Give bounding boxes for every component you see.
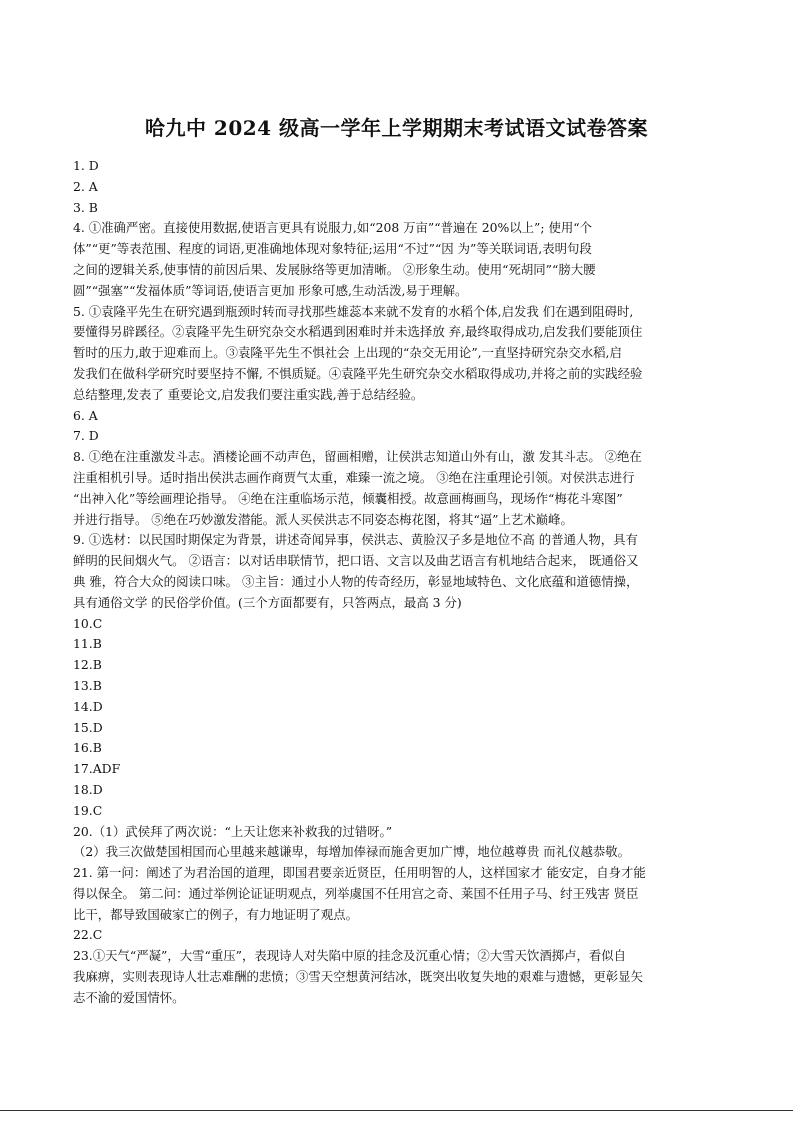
answer-line: 23.①天气“严凝”，大雪“重压”，表现诗人对失陷中原的挂念及沉重心情；②大雪天饮酒掷卢，看似自 (73, 948, 627, 964)
answer-line: 6. A (73, 407, 98, 423)
answer-line: 并进行指导。 ⑤绝在巧妙激发潜能。派人买侯洪志不同姿态梅花图，将其“逼”上艺术巅峰。 (73, 511, 573, 527)
answer-line: 14.D (73, 698, 103, 714)
page-bottom-rule (0, 1110, 793, 1111)
answer-line: 我麻痹，实则表现诗人壮志难酬的悲愤；③雪天空想黄河结冰，既突出收复失地的艰难与遗憾，更彰显矢 (73, 969, 643, 985)
answer-line: 5. ①袁隆平先生在研究遇到瓶颈时转而寻找那些雄蕊本来就不发育的水稻个体,启发我 们在遇到阻碍时, (73, 303, 634, 319)
answer-line: 10.C (73, 615, 103, 631)
answer-line: 总结整理,发表了 重要论文,启发我们要注重实践,善于总结经验。 (73, 386, 424, 402)
answer-line: 13.B (73, 677, 102, 693)
answer-line: 暂时的压力,敢于迎难而上。③袁隆平先生不惧社会 上出现的“杂交无用论”,一直坚持研究杂交水稻,启 (73, 345, 622, 361)
answer-line: 7. D (73, 428, 99, 444)
answer-line: “出神入化”等绘画理论指导。 ④绝在注重临场示范，倾囊相授。故意画梅画鸟，现场作“梅花斗寒图” (73, 490, 623, 506)
answer-line: 鲜明的民间烟火气。 ②语言：以对话串联情节，把口语、文言以及曲艺语言有机地结合起来， 既通俗又 (73, 553, 639, 569)
answer-line: 12.B (73, 657, 102, 673)
answer-line: 典 雅，符合大众的阅读口味。 ③主旨：通过小人物的传奇经历，彰显地域特色、文化底蕴和道德情操， (73, 573, 639, 589)
answer-line: 11.B (73, 636, 102, 652)
answer-line: 21. 第一问：阐述了为君治国的道理，即国君要亲近贤臣，任用明智的人，这样国家才 能安定，自身才能 (73, 865, 646, 881)
answer-line: 2. A (73, 178, 98, 194)
answer-line: 注重相机引导。适时指出侯洪志画作商贾气太重，难臻一流之境。 ③绝在注重理论引领。对侯洪志进行 (73, 469, 635, 485)
answer-line: 要懂得另辟蹊径。②袁隆平先生研究杂交水稻遇到困难时并未选择放 弃,最终取得成功,启发我们要能顶住 (73, 324, 643, 340)
answer-line: 22.C (73, 927, 103, 943)
answer-line: 9. ①选材：以民国时期保定为背景，讲述奇闻异事，侯洪志、黄脸汉子多是地位不高 的普通人物，具有 (73, 532, 638, 548)
answer-line: 19.C (73, 802, 103, 818)
answer-line: 18.D (73, 781, 103, 797)
answer-line: 15.D (73, 719, 103, 735)
answer-line: 1. D (73, 158, 99, 173)
answer-line: 体”“更”等表范围、程度的词语,更准确地体现对象特征;运用“不过”“因 为”等关联词语,表明句段 (73, 241, 592, 257)
answer-line: 20.（1）武侯拜了两次说：“上天让您来补救我的过错呀。” (73, 823, 393, 839)
answer-line: 具有通俗文学 的民俗学价值。(三个方面都要有，只答两点，最高 3 分) (73, 594, 462, 610)
answer-line: 4. ①准确严密。直接使用数据,使语言更具有说服力,如“208 万亩”“普遍在 20%以上”; 使用“个 (73, 220, 592, 236)
answer-line: 圆”“强塞”“发福体质”等词语,使语言更加 形象可感,生动活泼,易于理解。 (73, 282, 468, 298)
answer-line: 16.B (73, 740, 102, 756)
answer-line: 8. ①绝在注重激发斗志。酒楼论画不动声色，留画相赠，让侯洪志知道山外有山，激 发其斗志。 ②绝在 (73, 449, 642, 465)
answer-line: 得以保全。 第二问：通过举例论证证明观点，列举虞国不任用宫之奇、莱国不任用子马、纣王残害 贤臣 (73, 885, 639, 901)
answer-line: 17.ADF (73, 761, 121, 777)
answer-line: （2）我三次做楚国相国而心里越来越谦卑，每增加俸禄而施舍更加广博，地位越尊贵 而礼仪越恭敬。 (73, 844, 631, 860)
answer-line: 志不渝的爱国情怀。 (73, 989, 185, 1005)
answer-list (73, 156, 725, 1009)
document-title: 哈九中 2024 级高一学年上学期期末考试语文试卷答案 (144, 116, 649, 140)
answer-line: 3. B (73, 199, 98, 215)
answer-line: 之间的逻辑关系,使事情的前因后果、发展脉络等更加清晰。 ②形象生动。使用“死胡同”“膀大腰 (73, 261, 596, 277)
answer-line: 比干，都导致国破家亡的例子，有力地证明了观点。 (73, 906, 358, 922)
answer-line: 发我们在做科学研究时要坚持不懈, 不惧质疑。④袁隆平先生研究杂交水稻取得成功,并将之前的实践经验 (73, 365, 643, 381)
